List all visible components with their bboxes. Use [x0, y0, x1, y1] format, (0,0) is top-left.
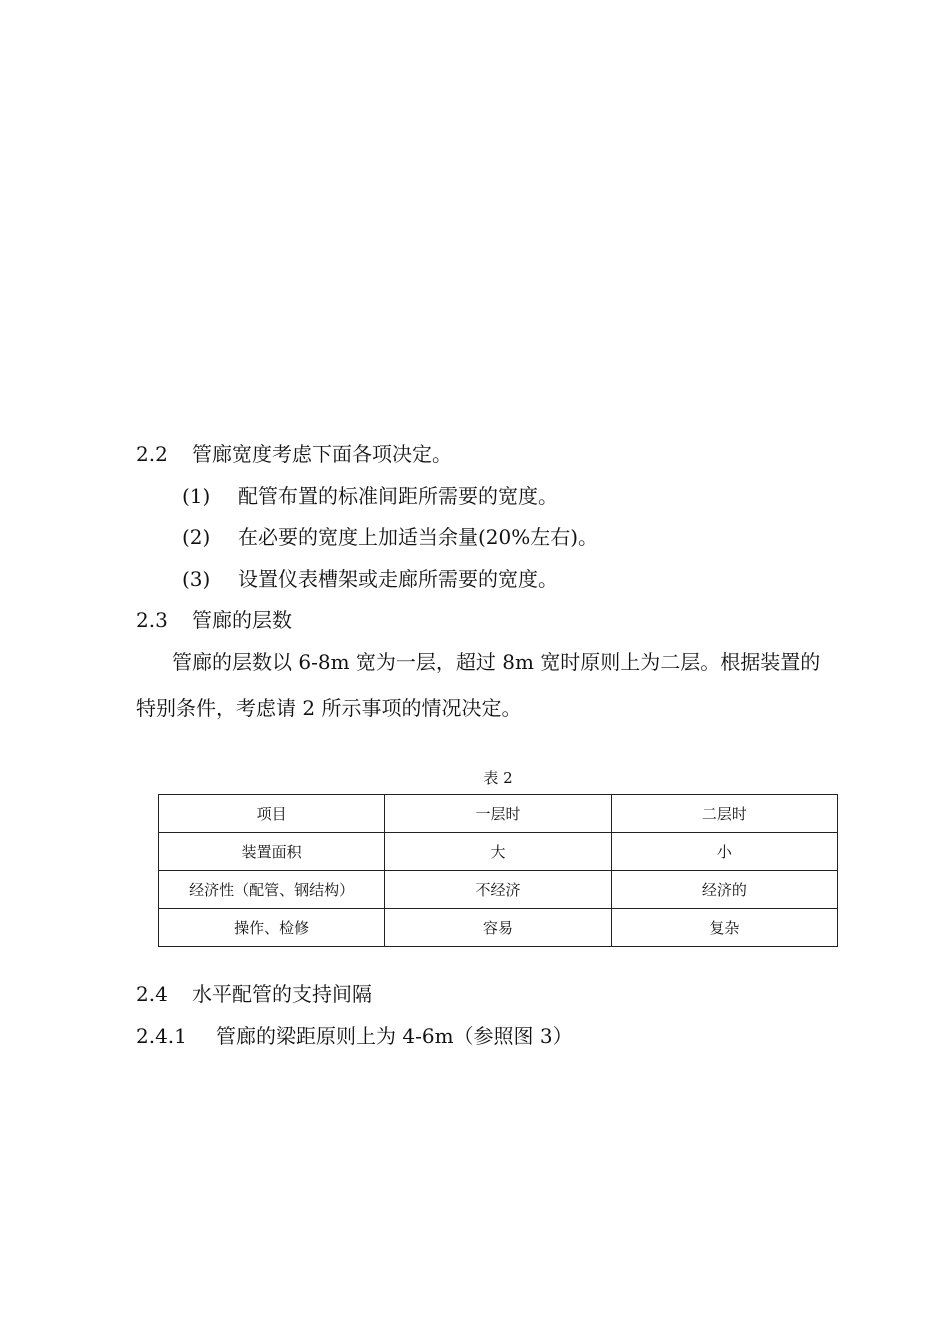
list-item-number: (3)	[182, 567, 211, 591]
list-item-text: 配管布置的标准间距所需要的宽度。	[238, 484, 558, 508]
table-caption: 表 2	[483, 769, 513, 787]
list-item	[182, 523, 598, 551]
table-row	[159, 871, 838, 909]
section-number: 2.2	[136, 442, 168, 466]
section-text: 管廊的梁距原则上为 4-6m（参照图 3）	[216, 1024, 573, 1048]
section-title: 管廊的层数	[192, 608, 292, 632]
table-cell: 小	[611, 833, 837, 871]
paragraph-line: 管廊的层数以 6-8m 宽为一层，超过 8m 宽时原则上为二层。根据装置的	[172, 650, 821, 674]
table-cell: 项目	[159, 795, 385, 833]
section-2-2-heading	[136, 440, 452, 468]
table-cell: 二层时	[611, 795, 837, 833]
table-row	[159, 795, 838, 833]
section-2-4-1-heading	[136, 1022, 573, 1050]
table-cell: 操作、检修	[159, 909, 385, 947]
table-cell: 经济的	[611, 871, 837, 909]
table-row	[159, 909, 838, 947]
section-number: 2.4	[136, 982, 168, 1006]
table-cell: 装置面积	[159, 833, 385, 871]
list-item	[182, 565, 558, 593]
section-title: 水平配管的支持间隔	[192, 982, 372, 1006]
section-2-3-heading	[136, 606, 292, 634]
section-number: 2.4.1	[136, 1024, 187, 1048]
table-cell: 一层时	[385, 795, 611, 833]
section-text: 管廊宽度考虑下面各项决定。	[192, 442, 452, 466]
table-cell: 容易	[385, 909, 611, 947]
list-item-text: 设置仪表槽架或走廊所需要的宽度。	[238, 567, 558, 591]
table-cell: 不经济	[385, 871, 611, 909]
section-2-4-heading	[136, 980, 372, 1008]
paragraph-line: 特别条件，考虑请 2 所示事项的情况决定。	[136, 696, 522, 720]
list-item	[182, 482, 558, 510]
table-cell: 经济性（配管、钢结构）	[159, 871, 385, 909]
table-cell: 复杂	[611, 909, 837, 947]
table-cell: 大	[385, 833, 611, 871]
table-row	[159, 833, 838, 871]
list-item-number: (2)	[182, 525, 211, 549]
comparison-table	[158, 794, 838, 947]
section-number: 2.3	[136, 608, 168, 632]
list-item-text: 在必要的宽度上加适当余量(20%左右)。	[238, 525, 599, 549]
list-item-number: (1)	[182, 484, 211, 508]
